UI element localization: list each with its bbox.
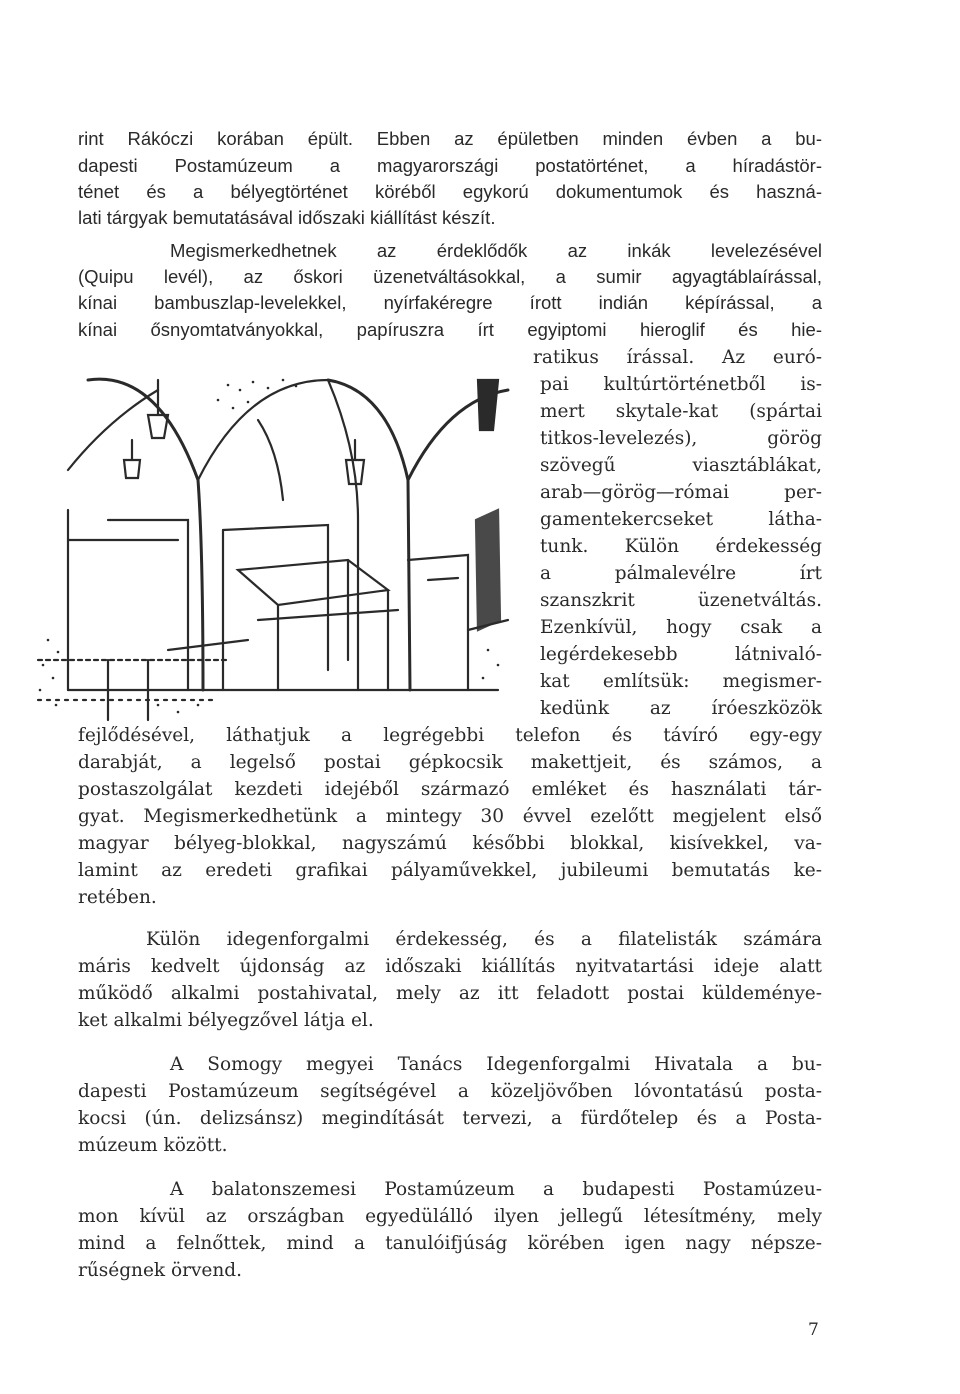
text-line: kocsi (ún. delizsánsz) megindítását tervezi, a fürdőtelep és a Posta- — [78, 1108, 822, 1129]
text-line: A Somogy megyei Tanács Idegenforgalmi Hivatala a bu- — [170, 1054, 822, 1075]
text-line: Külön idegenforgalmi érdekesség, és a filatelisták számára — [146, 929, 822, 950]
text-line: (Quipu levél), az őskori üzenetváltásokkal, a sumir agyagtáblaírással, — [78, 266, 822, 287]
text-line: kat említsük: megismer- — [540, 671, 822, 692]
text-line: múzeum között. — [78, 1135, 228, 1156]
text-line: kínai bambuszlap-levelekkel, nyírfakéregre írott indián képírással, a — [78, 292, 822, 313]
text-line: ratikus írással. Az euró- — [533, 347, 822, 368]
text-line: A balatonszemesi Postamúzeum a budapesti Postamúzeu- — [170, 1179, 822, 1200]
text-line: mon kívül az országban egyedülálló ilyen jellegű létesítmény, mely — [78, 1206, 822, 1227]
text-line: dapesti Postamúzeum a magyarországi postatörténet, a híradástör- — [78, 155, 822, 176]
text-line: kedünk az íróeszközök — [540, 698, 822, 719]
text-line: működő alkalmi postahivatal, mely az itt feladott postai küldeménye- — [78, 983, 822, 1004]
text-line: Ezenkívül, hogy csak a — [540, 617, 822, 638]
text-line: ténet és a bélyegtörténet köréből egykorú dokumentumok és haszná- — [78, 181, 822, 202]
text-line: mind a felnőttek, mind a tanulóifjúság körében igen nagy népsze- — [78, 1233, 822, 1254]
text-line: rint Rákóczi korában épült. Ebben az épületben minden évben a bu- — [78, 128, 822, 149]
text-line: postaszolgálat kezdeti idejéből származó emléket és használati tár- — [78, 779, 822, 800]
text-line: legérdekesebb látnivaló- — [540, 644, 822, 665]
text-line: retében. — [78, 887, 157, 908]
text-line: tunk. Külön érdekesség — [540, 536, 822, 557]
text-line: Megismerkedhetnek az érdeklődők az inkák levelezésével — [170, 240, 822, 261]
text-line: darabját, a legelső postai gépkocsik makettjeit, és számos, a — [78, 752, 822, 773]
text-line: lamint az eredeti grafikai pályaművekkel, jubileumi bemutatás ke- — [78, 860, 822, 881]
text-line: kínai ősnyomtatványokkal, papíruszra írt egyiptomi hieroglif és hie- — [78, 319, 822, 340]
text-line: arab—görög—római per- — [540, 482, 822, 503]
text-line: pai kultúrtörténetből is- — [540, 374, 822, 395]
text-line: dapesti Postamúzeum segítségével a közeljövőben lóvontatású posta- — [78, 1081, 822, 1102]
text-line: ket alkalmi bélyegzővel látja el. — [78, 1010, 374, 1031]
text-line: szövegű viasztáblákat, — [540, 455, 822, 476]
page-number: 7 — [808, 1320, 819, 1340]
text-line: gyat. Megismerkedhetünk a mintegy 30 évvel ezelőtt megjelent első — [78, 806, 822, 827]
text-line: gamentekercseket látha- — [540, 509, 822, 530]
text-line: a pálmalevélre írt — [540, 563, 822, 584]
text-line: lati tárgyak bemutatásával időszaki kiállítást készít. — [78, 207, 496, 228]
text-line: máris kedvelt újdonság az időszaki kiállítás nyitvatartási ideje alatt — [78, 956, 822, 977]
text-line: fejlődésével, láthatjuk a legrégebbi telefon és távíró egy-egy — [78, 725, 822, 746]
text-line: szanszkrit üzenetváltás. — [540, 590, 822, 611]
text-line: magyar bélyeg-blokkal, nagyszámú későbbi blokkal, kisívekkel, va- — [78, 833, 822, 854]
text-line: titkos-levelezés), görög — [540, 428, 822, 449]
text-line: mert skytale-kat (spártai — [540, 401, 822, 422]
museum-hall-illustration — [28, 360, 518, 740]
text-line: rűségnek örvend. — [78, 1260, 243, 1281]
